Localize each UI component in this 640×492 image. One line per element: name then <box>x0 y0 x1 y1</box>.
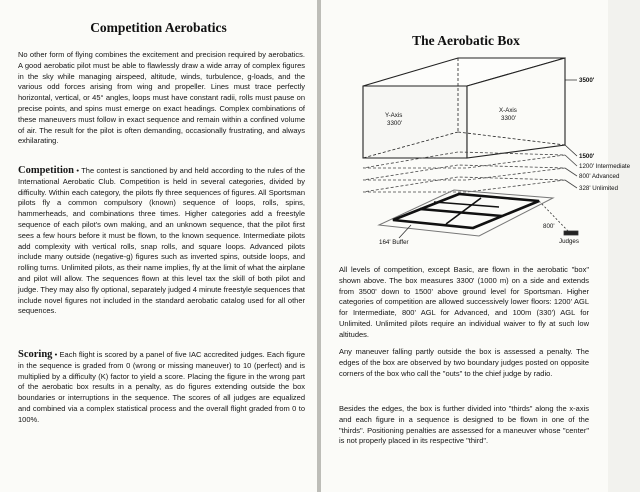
ground-third-line <box>434 202 499 207</box>
floor-advanced-plane <box>363 165 565 180</box>
unlimited-floor-label: 328' Unlimited <box>579 185 619 192</box>
intermediate-leader <box>565 155 577 166</box>
box-paragraph-3: Besides the edges, the box is further divided into "thirds" along the x-axis and each figure in a sequence is designed to be flown in one of the "thirds". Positioning penalties are assessed for a maneuver whose "center" is not properly placed in its respective "third". <box>339 404 589 446</box>
unlimited-leader <box>565 180 577 188</box>
floor-unlimited-plane <box>363 177 565 192</box>
left-page <box>0 0 317 492</box>
buffer-label: 164' Buffer <box>379 239 409 246</box>
aerobatic-box-diagram <box>321 0 640 260</box>
right-page <box>321 0 640 492</box>
altitude-bottom-leader <box>565 145 577 156</box>
advanced-floor-label: 800' Advanced <box>579 173 620 180</box>
right-page-title: The Aerobatic Box <box>412 33 520 48</box>
intro-paragraph: No other form of flying combines the excitement and precision required by aerobatics. A good aerobatic pilot must be able to flawlessly draw a wide array of complex figures in the sky while managing airspeed, altitude, winds, turbulence, g-loads, and the various odd forces arising from wing and propeller. Lines must trace perfectly horizontal, vertical, or 45° angles, loops must have constant radii, rolls must pause on precise points, and spins must emerge on exact headings. Complex combinations of these maneuvers must follow in exact sequence and remain within a confined volume of air. The result for the pilot is often demanding, occasionally frustrating, and always exhilarating. <box>18 50 305 146</box>
judges-marker <box>564 231 578 235</box>
scoring-heading: Scoring <box>18 349 53 360</box>
advanced-leader <box>565 168 577 176</box>
box-paragraph-2: Any maneuver falling partly outside the box is assessed a penalty. The edges of the box are observed by two boundary judges posted on opposite corners of the box who call the "outs" to the chief judge by radio. <box>339 347 589 378</box>
altitude-bottom-label: 1500' <box>579 153 595 160</box>
x-axis-label: X-Axis <box>499 107 517 114</box>
intermediate-floor-label: 1200' Intermediate <box>579 163 631 170</box>
competition-text: • The contest is sanctioned by and held according to the rules of the International Aerobatic Club. Competition is held in several categories, divided by difficulty. Within each category, the pilots fly three sequences of figures. All Sportsman pilots fly a common compulsory (known) sequence of loops, rolls, spins, hammerheads, and combinations three times. Higher categories add a freestyle sequence of each pilot's own making, and an unknown sequence, that the pilot first sees a few hours before it must be flown, to the known sequence. Intermediate pilots add complexity with vertical rolls, snap rolls, and square loops. Advanced pilots include many outside (negative-g) figures such as inverted spins, outside loops, and rolling turns. Unlimited pilots, as their name implies, fly at the limit of what the airplane and pilot will allow. The sequences flown at this level tax the skill of both pilot and judge. They may also fly optional, separately judged 4 minute freestyle sequences that include novel figures not included in the standard aerobatic catalog used for all other sequences. <box>18 166 305 316</box>
x-axis-value: 3300' <box>501 115 516 122</box>
y-axis-value: 3300' <box>387 120 402 127</box>
distance-label: 800' <box>543 223 555 230</box>
ground-box-outline <box>393 194 539 228</box>
y-axis-label: Y-Axis <box>385 112 403 119</box>
box-front-face <box>363 86 467 158</box>
scoring-text: • Each flight is scored by a panel of five IAC accredited judges. Each figure in the sequence is graded from 0 (wrong or missing maneuver) to 10 (perfect) and is multiplied by a difficulty (K) factor to yield a score. Placing the figure in the wrong part of the aerobatic box results in a penalty, as do figures extending outside the box boundaries or interruptions in the sequence. The scores of all judges are equalized and combined via a complex statistical process and the overall flight graded from 0 to 100%. <box>18 350 305 424</box>
scoring-paragraph <box>18 350 305 426</box>
left-page-title: Competition Aerobatics <box>90 20 227 35</box>
box-paragraph-1: All levels of competition, except Basic, are flown in the aerobatic "box" shown above. The box measures 3300' (1000 m) on a side and extends from 3500' down to 1500' above ground level for Sportsman. Higher categories of competition are allowed successively lower floors: 1200' AGL for Intermediate, 800' AGL for Advanced, and 100m (330') AGL for Unlimited. Unlimited pilots require an individual waiver to fly at such low altitudes. <box>339 265 589 339</box>
ground-grid <box>379 190 553 236</box>
altitude-top-label: 3500' <box>579 77 595 84</box>
competition-heading: Competition <box>18 165 74 176</box>
competition-paragraph <box>18 166 305 317</box>
judges-label: Judges <box>559 238 579 245</box>
